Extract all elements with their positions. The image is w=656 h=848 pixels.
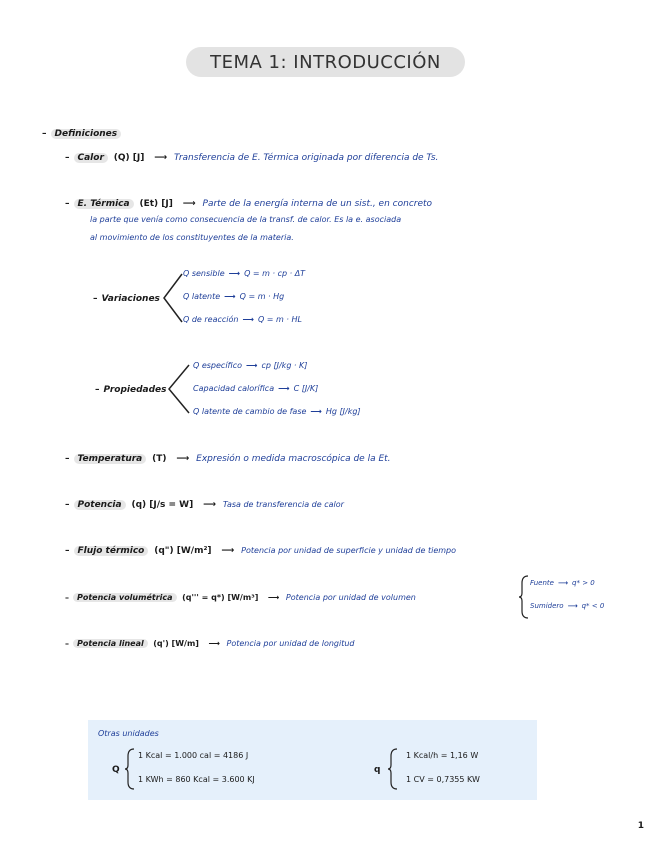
term-temperatura: Temperatura [74,454,147,464]
arrow-icon: ⟶ [203,500,217,510]
sumidero-item: Sumidero ⟶ q* < 0 [530,602,605,610]
otras-unidades-box [88,720,537,800]
arrow-icon: ⟶ [221,546,235,556]
propiedad-item: Q específico ⟶ cp [J/kg · K] [193,361,308,370]
etermica-symbol: (Et) [J] [139,199,173,209]
def-calor: – Calor (Q) [J] ⟶ Transferencia de E. Térmica originada por diferencia de Ts. [65,153,439,163]
conversion-line: 1 KWh = 860 Kcal = 3.600 KJ [138,775,255,784]
calor-definition: Transferencia de E. Térmica originada por diferencia de Ts. [174,153,439,163]
right-brace-icon [388,748,398,790]
conversion-line: 1 Kcal = 1.000 cal = 4186 J [138,751,249,760]
q-symbol: Q [112,765,120,775]
calor-symbol: (Q) [J] [113,153,145,163]
propiedades-brace-icon [165,363,191,415]
term-calor: Calor [74,153,108,163]
arrow-icon: ⟶ [267,593,280,602]
q-rate-symbol: q [374,765,381,775]
variaciones-label: – Variaciones [93,294,160,304]
term-volumetrica: Potencia volumétrica [73,593,177,602]
etermica-def-line1: Parte de la energía interna de un sist., en concreto [202,199,433,209]
conversion-line: 1 Kcal/h = 1,16 W [406,751,479,760]
conversion-line: 1 CV = 0,7355 KW [406,775,480,784]
variacion-item: Q de reacción ⟶ Q = m · HL [183,315,302,324]
term-potencia: Potencia [74,500,126,510]
variacion-item: Q sensible ⟶ Q = m · cp · ΔT [183,269,306,278]
def-temperatura: – Temperatura (T) ⟶ Expresión o medida macroscópica de la Et. [65,454,391,464]
propiedades-label: – Propiedades [95,385,167,395]
propiedad-item: Capacidad calorífica ⟶ C [J/K] [193,384,319,393]
page-title: TEMA 1: INTRODUCCIÓN [186,47,465,77]
def-potencia-lineal: – Potencia lineal (q') [W/m] ⟶ Potencia por unidad de longitud [65,639,355,648]
otras-unidades-title: Otras unidades [98,729,159,738]
variaciones-brace-icon [160,272,184,324]
variacion-item: Q latente ⟶ Q = m · Hg [183,292,285,301]
page-number: 1 [637,821,644,831]
def-flujo-termico: – Flujo térmico (q") [W/m²] ⟶ Potencia por unidad de superficie y unidad de tiempo [65,546,457,556]
fuente-item: Fuente ⟶ q* > 0 [530,579,595,587]
propiedad-item: Q latente de cambio de fase ⟶ Hg [J/kg] [193,407,361,416]
etermica-def-line2: la parte que venía como consecuencia de la transf. de calor. Es la e. asociada [90,215,402,224]
arrow-icon: ⟶ [208,639,220,648]
volumetrica-brace-icon [519,575,529,619]
arrow-icon: ⟶ [182,199,196,209]
etermica-def-line3: al movimiento de los constituyentes de la materia. [90,233,294,242]
arrow-icon: ⟶ [154,153,168,163]
def-potencia: – Potencia (q) [J/s = W] ⟶ Tasa de transferencia de calor [65,500,344,510]
arrow-icon: ⟶ [176,454,190,464]
section-label: Definiciones [51,129,122,139]
term-flujo: Flujo térmico [74,546,149,556]
term-etermica: E. Térmica [74,199,134,209]
left-brace-icon [125,748,135,790]
def-etermica: – E. Térmica (Et) [J] ⟶ Parte de la energía interna de un sist., en concreto [65,199,433,209]
def-potencia-volumetrica: – Potencia volumétrica (q''' = q*) [W/m³] ⟶ Potencia por unidad de volumen [65,593,416,602]
section-definiciones: – Definiciones [42,128,121,140]
term-lineal: Potencia lineal [73,639,148,648]
